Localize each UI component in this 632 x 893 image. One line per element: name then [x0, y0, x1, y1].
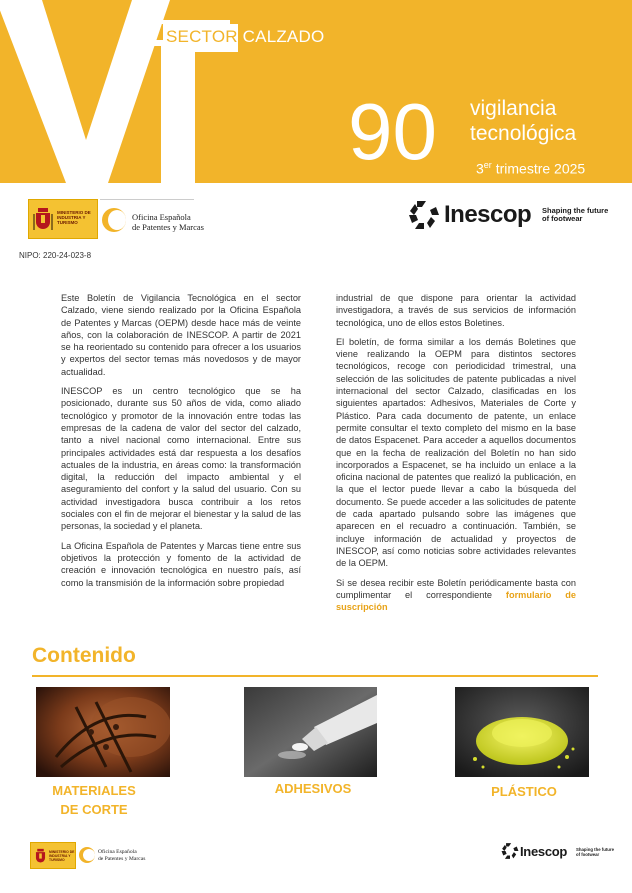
oepm-logo: Oficina Española de Patentes y Marcas: [100, 199, 194, 239]
intro-column-right: [336, 292, 576, 620]
contents-title: Contenido: [32, 644, 136, 667]
footer-inescop-logo[interactable]: Inescop Shaping the future of footwear: [501, 842, 623, 862]
nipo-code: NIPO: 220-24-023-8: [19, 251, 92, 260]
oepm-circle-icon: [102, 208, 126, 232]
quarter-date: 3er trimestre 2025: [476, 160, 586, 177]
inescop-logo[interactable]: Inescop Shaping the future of footwear: [408, 199, 620, 231]
inescop-mark-icon: [408, 199, 440, 231]
paragraph: La Oficina Española de Patentes y Marcas tiene entre sus objetivos la protección y fomento de la actividad de creación e innovación tecnológica en nuestro país, así como la transmisión de la información sobre propiedad: [61, 540, 301, 588]
intro-column-left: [61, 292, 301, 596]
inescop-tagline: Shaping the future of footwear: [542, 206, 609, 223]
paragraph: Si se desea recibir este Boletín periódicamente basta con cumplimentar el correspondiente formulario de suscripción: [336, 577, 576, 613]
header-band: [0, 0, 632, 183]
sector-label: SECTOR CALZADO: [166, 27, 325, 46]
footer-ministry-oepm-logo[interactable]: MINISTERIO DE INDUSTRIA Y TURISMO Oficina Española de Patentes y Marcas: [30, 842, 142, 869]
contents-divider: [32, 675, 598, 677]
inescop-mark-icon: [501, 842, 519, 860]
issue-number: 90: [348, 87, 437, 176]
coat-of-arms-icon: [33, 206, 53, 232]
plastic-pellets-image[interactable]: [455, 687, 589, 777]
ministry-oepm-logo[interactable]: [28, 199, 204, 239]
paragraph: Este Boletín de Vigilancia Tecnológica en el sector Calzado, viene siendo realizado por la Oficina Española de Patentes y Marcas (OEPM) desde hace más de veinte años, con la colaboración de INESCOP. A partir de 2021 se ha reorientado su contenido para ofrecer a los usuarios y expertos del sector temas más novedosos y de mayor actualidad.: [61, 293, 301, 377]
category-materiales-de-corte[interactable]: MATERIALES DE CORTE: [52, 783, 136, 817]
glue-tube-image[interactable]: [244, 687, 377, 777]
bulletin-title: vigilancia tecnológica: [470, 97, 577, 145]
category-plastico[interactable]: PLÁSTICO: [491, 784, 557, 799]
paragraph: INESCOP es un centro tecnológico que se ha posicionado, durante sus 50 años de vida, como aliado tecnológico y promotor de la innovación entre todas las empresas de la cadena de valor del sector del calzado, tanto a nivel nacional como internacional. Entre sus principales actividades está dar respuesta a los desafíos actuales de la industria, en áreas como: la transformación digital, la reducción del impacto ambiental y el aseguramiento del confort y la salud del usuario. Con su actividad investigadora busca contribuir a los retos sociales con el fin de mejorar el bienestar y la salud de las personas, la sociedad y el planeta.: [61, 386, 301, 532]
ministry-logo: MINISTERIO DE INDUSTRIA Y TURISMO: [28, 199, 98, 239]
paragraph: El boletín, de forma similar a los demás Boletines que viene realizando la OEPM para distintos sectores tecnológicos, recoge con periodicidad trimestral, una selección de las solicitudes de patente publicadas a nivel internacional del sector Calzado, clasificadas en los siguientes apartados: Adhesivos, Materiales de Corte y Plástico. Para cada documento de patente, un enlace permite consultar el texto completo del mismo en la base de datos Espacenet. Para acceder a aquellos documentos que en la fecha de realización del Boletín no han sido incorporados a Espacenet, se ha incluido un enlace a la oficina nacional de patentes que realizó la publicación, en la que el lector puede llevar a cabo la búsqueda del documento. Se puede acceder a las solicitudes de patente de cada apartado pulsando sobre las imágenes que aparecen en el recuadro a continuación. También, se incluye información de actualidad y proyectos de INESCOP, así como noticias sobre actividades relevantes de la OEPM.: [336, 336, 576, 569]
subscription-form-link[interactable]: formulario de suscripción: [336, 589, 576, 613]
leather-shoe-image[interactable]: [36, 687, 170, 777]
oepm-circle-icon: [79, 847, 95, 863]
category-adhesivos[interactable]: ADHESIVOS: [274, 781, 352, 796]
paragraph: industrial de que dispone para orientar la actividad investigadora, a través de sus servicios de información tecnológica, uno de ellos estos Boletines.: [336, 293, 576, 328]
coat-of-arms-icon: [34, 847, 47, 865]
